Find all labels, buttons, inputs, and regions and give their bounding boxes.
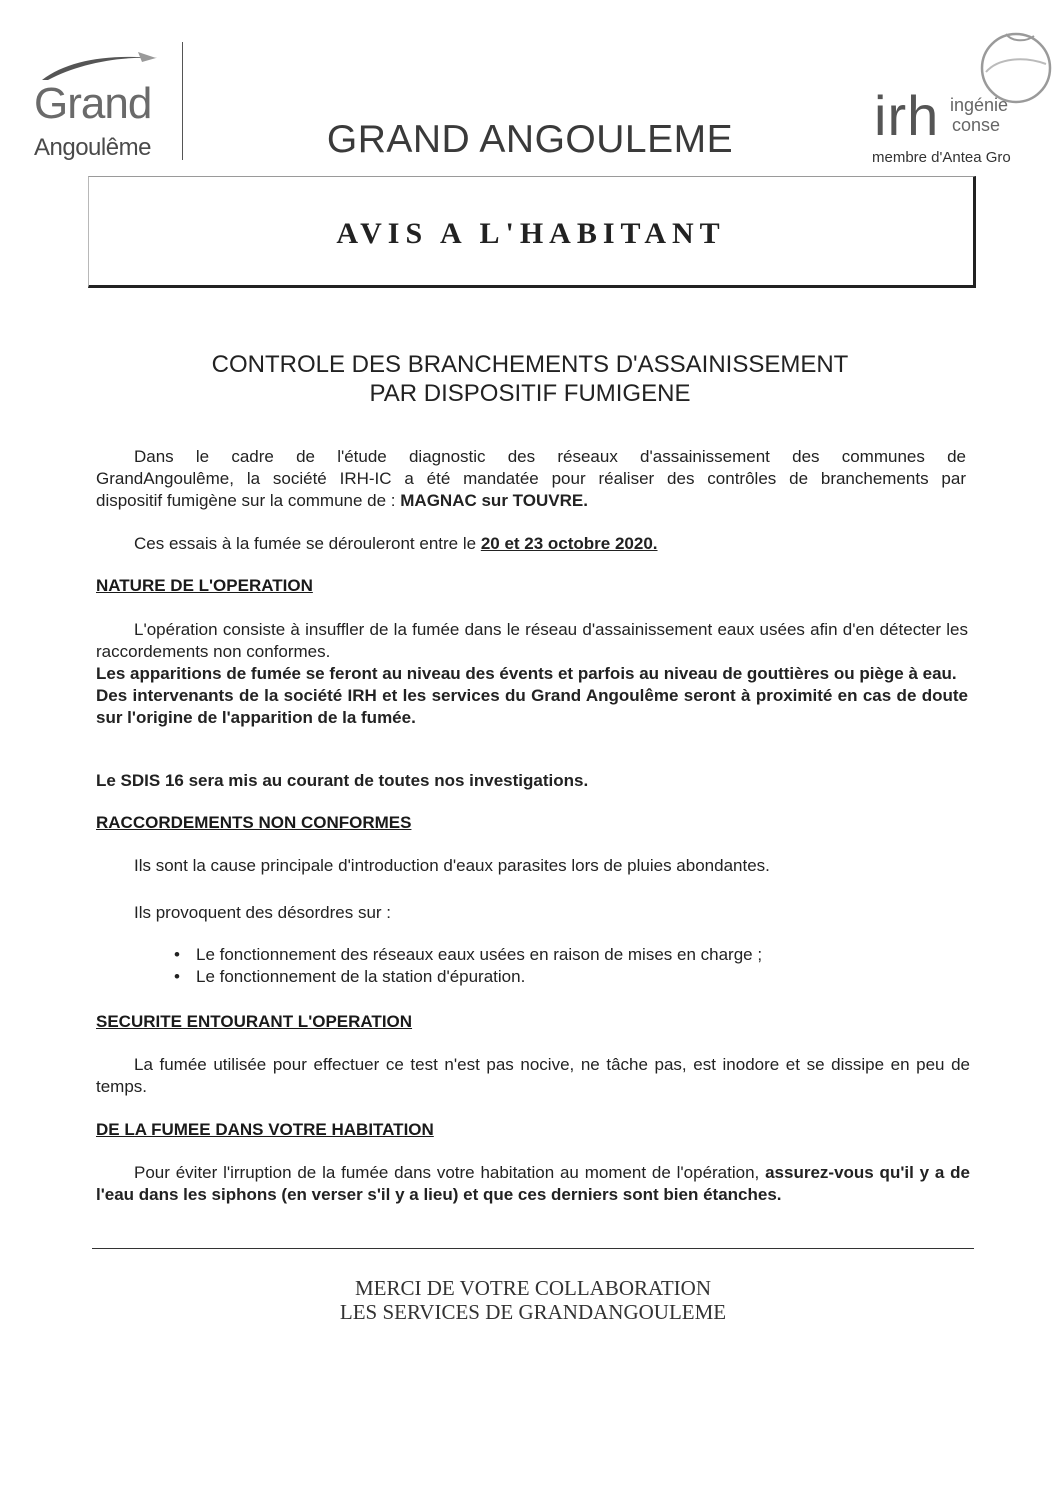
dates-paragraph <box>134 533 964 555</box>
intro-line1: Dans le cadre de l'étude diagnostic des réseaux d'assainissement des communes de <box>134 447 966 466</box>
irh-logo <box>858 28 1058 166</box>
dates-value: 20 et 23 octobre 2020. <box>480 534 658 553</box>
document-title <box>100 350 960 408</box>
footer <box>200 1276 866 1324</box>
grand-angouleme-logo <box>22 42 183 160</box>
irh-line1: ingénie <box>950 95 1009 115</box>
footer-line1: MERCI DE VOTRE COLLABORATION <box>354 1276 712 1300</box>
intro-paragraph <box>96 446 966 512</box>
section-nature-body <box>96 619 968 729</box>
raccordements-bullet-list <box>170 944 960 988</box>
footer-line2: LES SERVICES DE GRANDANGOULEME <box>339 1300 727 1324</box>
divider <box>92 1248 974 1249</box>
section-heading-securite: SECURITE ENTOURANT L'OPERATION <box>96 1012 413 1031</box>
intro-line3: dispositif fumigène sur la commune de : <box>96 491 401 510</box>
dates-text: Ces essais à la fumée se dérouleront entre le <box>134 534 481 553</box>
nature-p4: Le SDIS 16 sera mis au courant de toutes nos investigations. <box>96 771 589 790</box>
nature-p1: L'opération consiste à insuffler de la fumée dans le réseau d'assainissement eaux usées afin d'en détecter les raccordements non conformes. <box>96 620 968 661</box>
irh-tagline: membre d'Antea Gro <box>872 149 1011 166</box>
nature-p3: Des intervenants de la société IRH et les services du Grand Angoulême seront à proximité en cas de doute sur l'origine de l'apparition de la fumée. <box>96 686 968 727</box>
habitation-text: Pour éviter l'irruption de la fumée dans votre habitation au moment de l'opération, <box>134 1163 766 1182</box>
irh-brand: irh <box>874 84 940 147</box>
habitation-bold: assurez-vous qu'il y a de l'eau dans les siphons (en verser s'il y a lieu) et que ces derniers sont bien étanches. <box>96 1163 970 1204</box>
raccordements-p1: Ils sont la cause principale d'introduction d'eaux parasites lors de pluies abondantes. <box>134 856 770 875</box>
document-title-line2: PAR DISPOSITIF FUMIGENE <box>369 380 691 407</box>
list-item: • Le fonctionnement des réseaux eaux usées en raison de mises en charge ; <box>170 944 960 966</box>
intro-line2: GrandAngoulême, la société IRH-IC a été mandatée pour réaliser des contrôles de branchements par <box>96 469 966 488</box>
banner-title: AVIS A L'HABITANT <box>336 217 726 250</box>
commune-name: MAGNAC sur TOUVRE. <box>400 491 588 510</box>
document-title-line1: CONTROLE DES BRANCHEMENTS D'ASSAINISSEMENT <box>211 351 849 378</box>
irh-line2: conse <box>952 115 1001 135</box>
notice-banner <box>88 176 976 288</box>
securite-p1: La fumée utilisée pour effectuer ce test n'est pas nocive, ne tâche pas, est inodore et se dissipe en peu de temps. <box>96 1055 970 1096</box>
section-heading-raccordements: RACCORDEMENTS NON CONFORMES <box>96 813 412 832</box>
raccordements-p2: Ils provoquent des désordres sur : <box>134 903 392 922</box>
section-heading-nature: NATURE DE L'OPERATION <box>96 576 313 595</box>
section-heading-habitation: DE LA FUMEE DANS VOTRE HABITATION <box>96 1120 434 1139</box>
logo-left-grand: Grand <box>34 79 152 128</box>
logo-left-angouleme: Angoulême <box>34 134 151 161</box>
header-title: GRAND ANGOULEME <box>326 118 734 161</box>
nature-p2: Les apparitions de fumée se feront au niveau des évents et parfois au niveau de gouttières ou piège à eau. <box>96 664 957 683</box>
list-item: • Le fonctionnement de la station d'épuration. <box>170 966 960 988</box>
habitation-p1 <box>96 1162 970 1206</box>
